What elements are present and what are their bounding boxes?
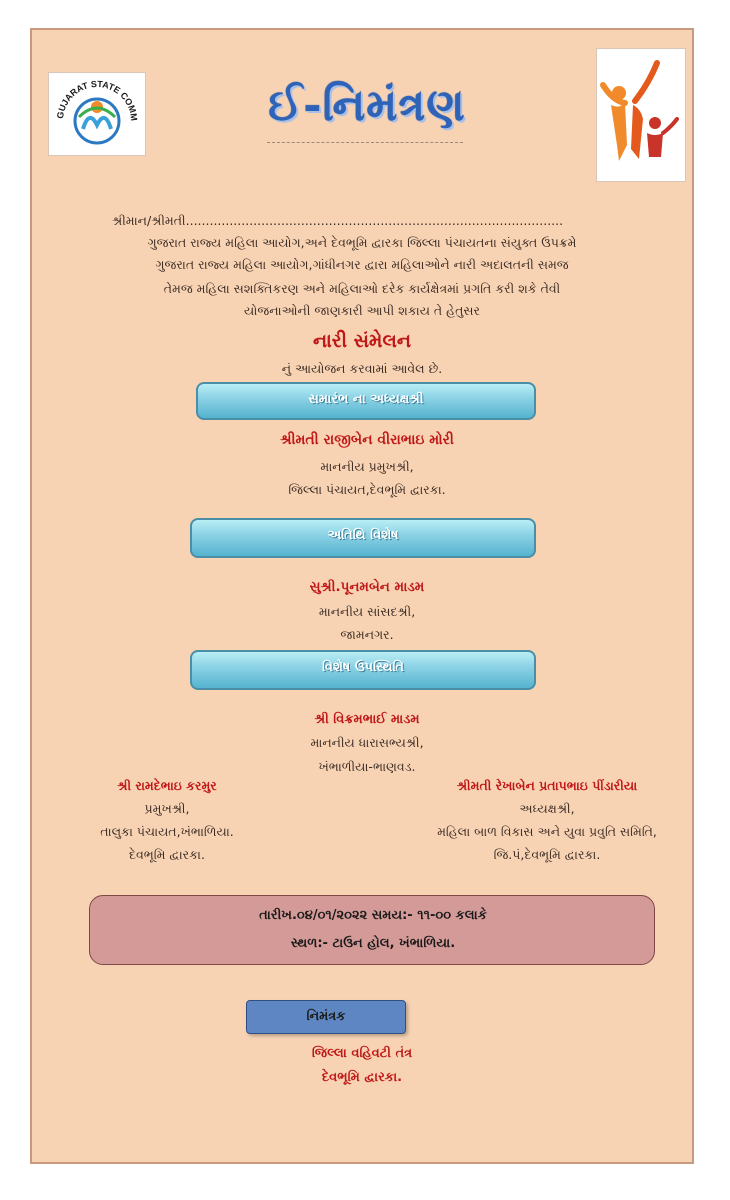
left-person-line-2: તાલુકા પંચાયત,ખંભાળિયા.: [100, 824, 234, 839]
intro-line-2: ગુજરાત રાજ્ય મહિલા આયોગ,ગાંધીનગર દ્વારા મહિલાઓને નારી અદાલતની સમજ: [155, 257, 569, 272]
right-person-name: શ્રીમતી રેખાબેન પ્રતાપભાઇ પીંડારીયા: [456, 778, 638, 793]
venue-text: સ્થળ:- ટાઉન હોલ, ખંભાળિયા.: [290, 936, 456, 951]
chair-heading-band: સમારંભ ના અધ્યક્ષશ્રી: [196, 382, 536, 420]
gscw-logo: [48, 72, 146, 156]
special-heading-band: વિશેષ ઉપસ્થિતિ: [190, 650, 536, 690]
intro-line-4: યોજનાઓની જાણકારી આપી શકાય તે હેતુસર: [244, 303, 480, 318]
chair-line-1: માનનીય પ્રમુખશ્રી,: [320, 459, 414, 474]
special-line-1: માનનીય ધારાસભ્યશ્રી,: [310, 735, 424, 750]
chair-line-2: જિલ્લા પંચાયત,દેવભૂમિ દ્વારકા.: [288, 482, 446, 497]
left-person-line-3: દેવભૂમિ દ્વારકા.: [129, 847, 205, 862]
right-person-line-2: મહિલા બાળ વિકાસ અને યુવા પ્રવુતિ સમિતિ,: [437, 824, 657, 839]
event-name: નારી સંમેલન: [312, 330, 411, 352]
guest-line-1: માનનીય સાંસદશ્રી,: [318, 604, 416, 619]
salutation: શ્રીમાન/શ્રીમતી...............................................................................................: [112, 213, 564, 228]
title-divider: [267, 142, 463, 143]
gscw-logo-icon: [49, 73, 145, 155]
page-title: ઈ-નિમંત્રણ: [268, 80, 466, 131]
inviter-line-1: જિલ્લા વહિવટી તંત્ર: [311, 1046, 413, 1061]
intro-line-3: તેમજ મહિલા સશક્તિકરણ અને મહિલાઓ દરેક કાર્યક્ષેત્રમાં પ્રગતિ કરી શકે તેવી: [163, 281, 561, 296]
datetime-box: [89, 895, 655, 965]
intro-line-1: ગુજરાત રાજ્ય મહિલા આયોગ,અને દેવભૂમિ દ્વારકા જિલ્લા પંચાયતના સંયુક્ત ઉપક્રમે: [147, 235, 577, 250]
guest-line-2: જામનગર.: [340, 627, 394, 642]
right-person-line-3: જિ.પં,દેવભૂમિ દ્વારકા.: [493, 847, 601, 862]
guest-name: સુશ્રી.પૂનમબેન માડમ: [309, 579, 425, 595]
inviter-line-2: દેવભૂમિ દ્વારકા.: [321, 1070, 403, 1085]
gscw-logo-text: GUJARAT STATE COMM: [54, 78, 140, 122]
right-person-line-1: અધ્યક્ષશ્રી,: [519, 801, 575, 816]
guest-heading-band: અતિથિ વિશેષ: [190, 518, 536, 558]
special-name: શ્રી વિક્રમભાઈ માડમ: [314, 712, 420, 727]
left-person-line-1: પ્રમુખશ્રી,: [144, 801, 190, 816]
svg-text:GUJARAT STATE COMMISSION FOR W: [49, 73, 139, 121]
chair-name: શ્રીમતી રાજીબેન વીરાભાઇ મોરી: [280, 432, 454, 448]
event-suffix: નું આયોજન કરવામાં આવેલ છે.: [281, 361, 443, 376]
left-person-name: શ્રી રામદેભાઇ કરમુર: [117, 778, 217, 793]
family-icon: [597, 49, 685, 181]
special-line-2: ખંભાળીયા-ભાણવડ.: [318, 759, 416, 774]
date-time-text: તારીખ.૦૪/૦૧/૨૦૨૨ સમય:- ૧૧-૦૦ કલાકે: [259, 908, 487, 923]
invitation-card: [30, 28, 694, 1164]
women-family-logo: [596, 48, 686, 182]
inviter-heading: નિમંત્રક: [246, 1000, 406, 1034]
